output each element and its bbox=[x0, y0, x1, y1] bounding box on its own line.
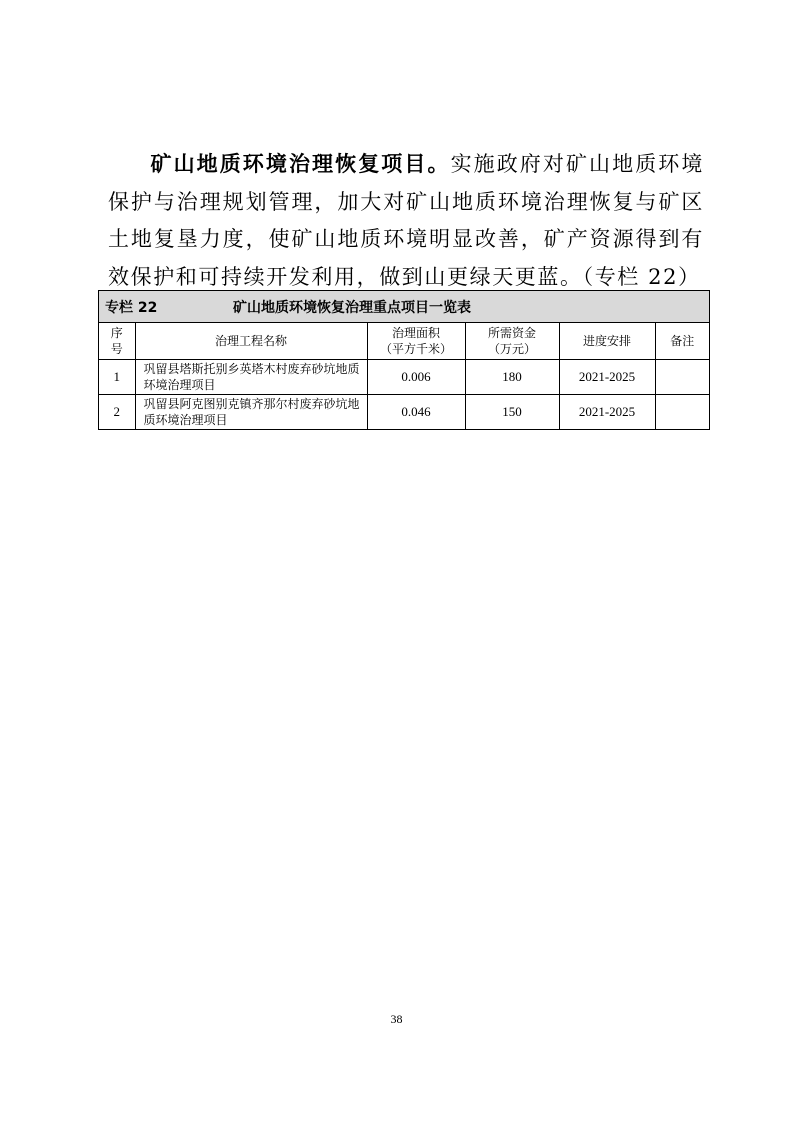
header-funds bbox=[465, 323, 559, 360]
row-schedule: 2021-2025 bbox=[559, 360, 655, 395]
row-area: 0.006 bbox=[367, 360, 465, 395]
box-title: 矿山地质环境恢复治理重点项目一览表 bbox=[233, 299, 471, 316]
row-seq: 2 bbox=[99, 395, 135, 430]
row-notes bbox=[655, 395, 709, 430]
table-header-row bbox=[99, 323, 709, 360]
header-notes: 备注 bbox=[655, 323, 709, 360]
header-area bbox=[367, 323, 465, 360]
header-funds-line2: （万元） bbox=[487, 342, 536, 356]
row-name: 巩留县塔斯托别乡英塔木村废弃砂坑地质环境治理项目 bbox=[135, 360, 367, 395]
row-funds: 180 bbox=[465, 360, 559, 395]
project-table bbox=[99, 323, 709, 429]
row-name: 巩留县阿克图别克镇齐那尔村废弃砂坑地质环境治理项目 bbox=[135, 395, 367, 430]
header-area-line1: 治理面积 bbox=[391, 326, 440, 340]
row-area: 0.046 bbox=[367, 395, 465, 430]
box-header bbox=[99, 291, 709, 323]
row-schedule: 2021-2025 bbox=[559, 395, 655, 430]
header-area-line2: （平方千米） bbox=[379, 342, 452, 356]
project-table-box bbox=[98, 290, 710, 430]
row-notes bbox=[655, 360, 709, 395]
paragraph-body: 实施政府对矿山地质环境保护与治理规划管理，加大对矿山地质环境治理恢复与矿区土地复垦力度，使矿山地质环境明显改善，矿产资源得到有效保护和可持续开发利用，做到山更绿天更蓝。（专栏 22） bbox=[108, 152, 704, 289]
header-schedule: 进度安排 bbox=[559, 323, 655, 360]
header-name: 治理工程名称 bbox=[135, 323, 367, 360]
header-seq: 序号 bbox=[99, 323, 135, 360]
paragraph-lead: 矿山地质环境治理恢复项目。 bbox=[150, 151, 451, 176]
row-seq: 1 bbox=[99, 360, 135, 395]
box-label: 专栏 22 bbox=[105, 299, 158, 316]
page-number: 38 bbox=[390, 1012, 403, 1026]
table-row bbox=[99, 395, 709, 430]
row-funds: 150 bbox=[465, 395, 559, 430]
body-paragraph bbox=[108, 145, 704, 296]
header-funds-line1: 所需资金 bbox=[487, 326, 536, 340]
table-row bbox=[99, 360, 709, 395]
